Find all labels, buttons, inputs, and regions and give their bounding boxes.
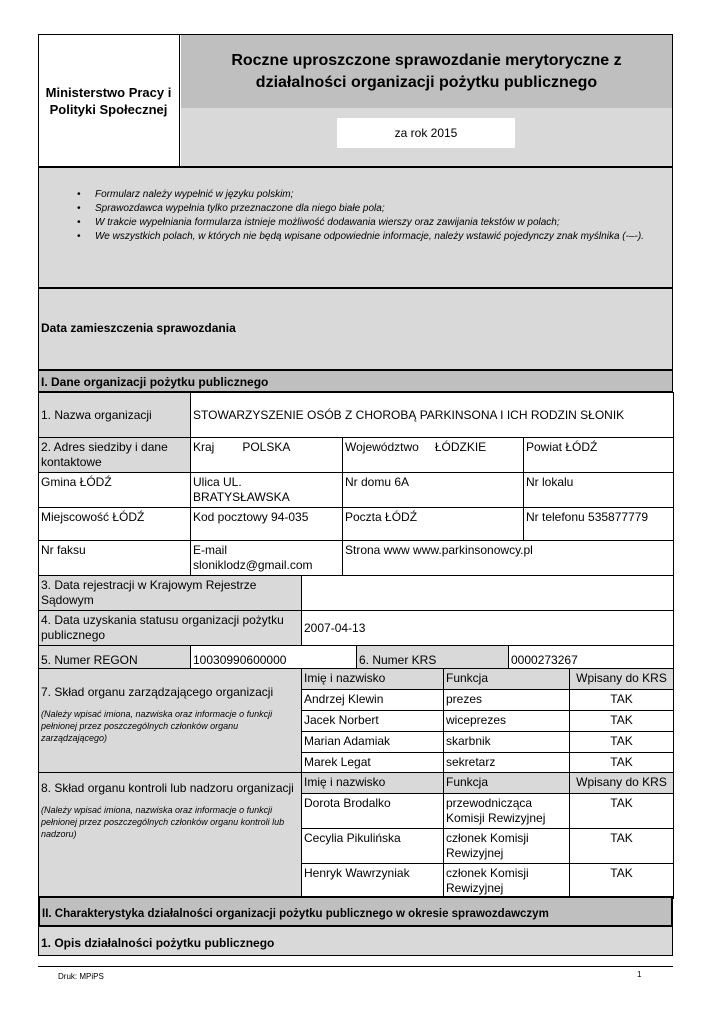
kraj-field[interactable]: Kraj POLSKA: [191, 438, 343, 473]
ministry-name: Ministerstwo Pracy i Polityki Społecznej: [45, 84, 172, 117]
krs-date-field[interactable]: [302, 576, 674, 611]
control-member-krs[interactable]: TAK: [570, 794, 674, 829]
krs-label: 6. Numer KRS: [357, 646, 509, 676]
nr-domu-field[interactable]: Nr domu 6A: [343, 473, 524, 508]
control-label: 8. Skład organu kontroli lub nadzoru organizacji: [41, 781, 294, 795]
board-member-name[interactable]: Marek Legat: [302, 753, 444, 774]
board-label: 7. Skład organu zarządzającego organizacji: [41, 685, 274, 699]
control-header-name: Imię i nazwisko: [302, 773, 444, 794]
board-member-krs[interactable]: TAK: [570, 711, 674, 732]
regon-label: 5. Numer REGON: [39, 646, 191, 676]
board-header-row: [39, 669, 674, 690]
gmina-field[interactable]: Gmina ŁÓDŹ: [39, 473, 191, 508]
control-note: (Należy wpisać imiona, nazwiska oraz informacje o funkcji pełnionej przez poszczególnych członków organu kontroli lub nadzoru): [41, 805, 285, 839]
control-member-function[interactable]: członek Komisji Rewizyjnej: [444, 829, 570, 864]
opp-date-row: [39, 611, 674, 646]
form-title: Roczne uproszczone sprawozdanie merytoryczne z działalności organizacji pożytku publicznego: [231, 51, 622, 91]
placement-date-box: [38, 288, 673, 370]
board-member-krs[interactable]: TAK: [570, 732, 674, 753]
year-field[interactable]: [337, 118, 515, 148]
section1-title: I. Dane organizacji pożytku publicznego: [41, 375, 269, 389]
footer-print: Druk: MPiPS: [58, 972, 104, 981]
board-member-function[interactable]: skarbnik: [444, 732, 570, 753]
instruction-item: • Sprawozdawca wypełnia tylko przeznaczone dla niego białe pola;: [77, 203, 385, 214]
name-value[interactable]: STOWARZYSZENIE OSÓB Z CHOROBĄ PARKINSONA I ICH RODZIN SŁONIK: [191, 393, 674, 438]
telefon-field[interactable]: Nr telefonu 535877779: [524, 508, 674, 541]
control-member-krs[interactable]: TAK: [570, 864, 674, 899]
woj-field[interactable]: Województwo ŁÓDZKIE: [343, 438, 524, 473]
control-member-function[interactable]: członek Komisji Rewizyjnej: [444, 864, 570, 899]
regon-field[interactable]: 10030990600000: [191, 646, 357, 676]
instruction-item: • We wszystkich polach, w których nie będą wpisane odpowiednie informacje, należy wstawić pojedynczy znak myślnika (-–-).: [77, 231, 644, 242]
board-member-krs[interactable]: TAK: [570, 753, 674, 774]
board-member-function[interactable]: prezes: [444, 690, 570, 711]
control-member-function[interactable]: przewodnicząca Komisji Rewizyjnej: [444, 794, 570, 829]
kod-field[interactable]: Kod pocztowy 94-035: [191, 508, 343, 541]
krs-date-label: 3. Data rejestracji w Krajowym Rejestrze Sądowym: [39, 576, 302, 611]
address-label: 2. Adres siedziby i dane kontaktowe: [39, 438, 191, 473]
title-bar: [181, 35, 672, 108]
board-member-krs[interactable]: TAK: [570, 690, 674, 711]
ministry-cell: [38, 34, 180, 167]
faks-field[interactable]: Nr faksu: [39, 541, 191, 576]
street-row: [39, 473, 674, 508]
placement-date-label: Data zamieszczenia sprawozdania: [41, 321, 236, 335]
year-label: za rok 2015: [394, 126, 458, 140]
board-header-name: Imię i nazwisko: [302, 669, 444, 690]
section1-grid: [38, 392, 673, 676]
board-label-cell: [39, 669, 302, 774]
board-header-function: Funkcja: [444, 669, 570, 690]
krs-date-row: [39, 576, 674, 611]
control-member-name[interactable]: Cecylia Pikulińska: [302, 829, 444, 864]
section2-header: [38, 896, 673, 927]
control-header-krs: Wpisany do KRS: [570, 773, 674, 794]
instructions-list: [77, 188, 672, 243]
instruction-item: • Formularz należy wypełnić w języku polskim;: [77, 189, 294, 200]
board-member-function[interactable]: sekretarz: [444, 753, 570, 774]
control-header-row: [39, 773, 674, 794]
board-note: (Należy wpisać imiona, nazwiska oraz informacje o funkcji pełnionej przez poszczególnych członków organu zarządzającego): [41, 709, 273, 743]
name-row: [39, 393, 674, 438]
board-member-name[interactable]: Jacek Norbert: [302, 711, 444, 732]
krs-field[interactable]: 0000273267: [509, 646, 674, 676]
powiat-field[interactable]: Powiat ŁÓDŹ: [524, 438, 674, 473]
page-number: 1: [637, 970, 642, 979]
control-member-name[interactable]: Dorota Brodalko: [302, 794, 444, 829]
www-field[interactable]: Strona www www.parkinsonowcy.pl: [343, 541, 674, 576]
instruction-item: • W trakcie wypełniania formularza istnieje możliwość dodawania wierszy oraz zawijania tekstów w polach;: [77, 217, 560, 228]
section2-title: II. Charakterystyka działalności organizacji pożytku publicznego w okresie sprawozdawczym: [42, 908, 549, 920]
section2-desc-label: 1. Opis działalności pożytku publicznego: [41, 936, 275, 950]
control-header-function: Funkcja: [444, 773, 570, 794]
control-section: [38, 772, 673, 899]
board-member-function[interactable]: wiceprezes: [444, 711, 570, 732]
email-field[interactable]: E-mail sloniklodz@gmail.com: [191, 541, 343, 576]
miejscowosc-field[interactable]: Miejscowość ŁÓDŹ: [39, 508, 191, 541]
board-member-name[interactable]: Marian Adamiak: [302, 732, 444, 753]
board-member-name[interactable]: Andrzej Klewin: [302, 690, 444, 711]
name-label: 1. Nazwa organizacji: [39, 393, 191, 438]
instructions-box: [38, 167, 673, 288]
opp-date-label: 4. Data uzyskania statusu organizacji pożytku publicznego: [39, 611, 302, 646]
address-row: [39, 438, 674, 473]
city-row: [39, 508, 674, 541]
footer-rule: [38, 966, 673, 967]
control-label-cell: [39, 773, 302, 899]
poczta-field[interactable]: Poczta ŁÓDŹ: [343, 508, 524, 541]
board-section: [38, 668, 673, 774]
contact-row: [39, 541, 674, 576]
nr-lokalu-field[interactable]: Nr lokalu: [524, 473, 674, 508]
section1-header: [38, 370, 673, 392]
control-member-krs[interactable]: TAK: [570, 829, 674, 864]
section2-desc: [38, 926, 673, 956]
control-member-name[interactable]: Henryk Wawrzyniak: [302, 864, 444, 899]
ulica-field[interactable]: Ulica UL. BRATYSŁAWSKA: [191, 473, 343, 508]
opp-date-field[interactable]: 2007-04-13: [302, 611, 674, 646]
board-header-krs: Wpisany do KRS: [570, 669, 674, 690]
